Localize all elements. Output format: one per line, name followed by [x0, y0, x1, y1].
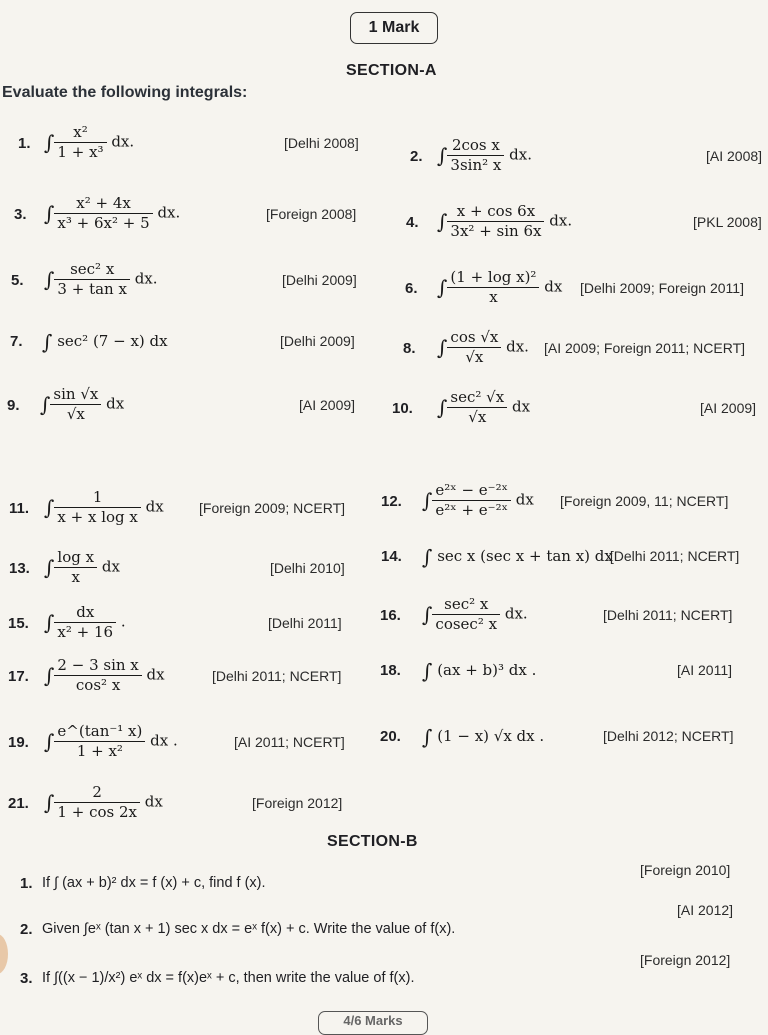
numerator: e²ˣ − e⁻²ˣ [435, 481, 508, 499]
differential: dx [141, 665, 165, 684]
numerator: x² + 4x [76, 194, 131, 212]
fraction [54, 123, 106, 162]
denominator: x + x log x [54, 507, 140, 527]
question-number: 16. [380, 607, 401, 624]
fraction [432, 595, 500, 634]
integral-expression [44, 656, 165, 695]
numerator: e^(tan⁻¹ x) [57, 722, 143, 740]
exam-source: [PKL 2008] [693, 214, 762, 230]
differential: dx. [106, 132, 135, 151]
differential: dx [140, 497, 164, 516]
numerator: log x [57, 548, 95, 566]
denominator: 3 + tan x [54, 279, 130, 299]
question-number: 10. [392, 400, 413, 417]
integral-sign: ∫ [437, 275, 448, 300]
integral-sign: ∫ [422, 602, 433, 627]
integral-sign: ∫ [40, 392, 51, 417]
integral-sign: ∫ [42, 330, 53, 354]
exam-source: [Foreign 2012] [252, 795, 343, 811]
integral-sign: ∫ [44, 610, 55, 635]
exam-source: [Foreign 2012] [640, 952, 731, 968]
exam-source: [AI 2011] [677, 662, 733, 678]
finger-shadow [0, 934, 8, 974]
exam-source: [AI 2009] [700, 400, 757, 416]
integral-sign: ∫ [44, 790, 55, 815]
question-number: 1. [20, 875, 33, 892]
question-text: Given ∫eˣ (tan x + 1) sec x dx = eˣ f(x) + c. Write the value of f(x). [42, 921, 456, 937]
integral-sign: ∫ [437, 209, 448, 234]
exam-source: [AI 2009] [299, 397, 356, 413]
denominator: cosec² x [432, 614, 500, 634]
exam-source: [Delhi 2012; NCERT] [603, 728, 734, 744]
numerator: 2 − 3 sin x [57, 656, 139, 674]
instruction-text: Evaluate the following integrals: [2, 84, 248, 101]
question-number: 4. [406, 214, 419, 231]
section-b-title: SECTION-B [327, 833, 418, 850]
numerator: cos √x [450, 328, 499, 346]
exam-source: [AI 2009; Foreign 2011; NCERT] [544, 340, 746, 356]
integral-sign: ∫ [44, 729, 55, 754]
integral-sign: ∫ [44, 663, 55, 688]
integral-expression [422, 659, 536, 683]
exam-source: [Foreign 2008] [266, 206, 357, 222]
differential: dx [539, 277, 563, 296]
differential: dx . [145, 731, 178, 750]
integral-sign: ∫ [44, 130, 55, 155]
denominator: 3sin² x [447, 155, 504, 175]
integral-expression [437, 268, 562, 307]
integrand: (ax + b)³ dx . [432, 661, 537, 679]
question-text: If ∫ (ax + b)² dx = f (x) + c, find f (x). [42, 875, 266, 891]
fraction [432, 481, 511, 520]
fraction [54, 488, 140, 527]
fraction [54, 783, 140, 822]
integral-sign: ∫ [44, 495, 55, 520]
exam-source: .[Delhi 2011; NCERT] [606, 548, 740, 564]
numerator: sec² x [70, 260, 115, 278]
integral-sign: ∫ [422, 488, 433, 513]
denominator: 1 + x³ [54, 142, 106, 162]
integral-expression [44, 722, 178, 761]
integrand: sec² (7 − x) dx [52, 332, 168, 350]
denominator: 3x² + sin 6x [447, 221, 544, 241]
question-number: 18. [380, 662, 401, 679]
integral-expression [422, 595, 528, 634]
integral-sign: ∫ [44, 267, 55, 292]
question-number: 5. [11, 272, 24, 289]
differential: dx [507, 397, 531, 416]
exam-source: [Delhi 2009] [282, 272, 357, 288]
differential: dx. [129, 269, 158, 288]
question-number: 14. [381, 548, 402, 565]
differential: . [116, 612, 126, 631]
differential: dx [139, 792, 163, 811]
question-number: 3. [14, 206, 27, 223]
differential: dx. [504, 145, 532, 164]
question-number: 8. [403, 340, 416, 357]
integral-expression [44, 123, 134, 162]
differential: dx [510, 490, 534, 509]
integral-expression [44, 488, 164, 527]
question-number: 15. [8, 615, 29, 632]
fraction [447, 136, 504, 175]
numerator: x² [73, 123, 88, 141]
question-number: 17. [8, 668, 29, 685]
denominator: x [447, 287, 539, 307]
denominator: x³ + 6x² + 5 [54, 213, 152, 233]
denominator: 1 + cos 2x [54, 802, 140, 822]
fraction [54, 548, 97, 587]
denominator: cos² x [54, 675, 141, 695]
integral-sign: ∫ [44, 201, 55, 226]
integral-sign: ∫ [44, 555, 55, 580]
integral-sign: ∫ [437, 335, 448, 360]
differential: dx. [501, 337, 529, 356]
question-number: 3. [20, 970, 33, 987]
integral-expression [44, 194, 180, 233]
fraction [54, 656, 141, 695]
exam-source: [Delhi 2011; NCERT] [603, 607, 733, 623]
integral-sign: ∫ [422, 659, 433, 683]
differential: dx [101, 394, 125, 413]
integral-sign: ∫ [422, 725, 433, 749]
exam-source: [Delhi 2009; Foreign 2011] [580, 280, 744, 296]
differential: dx. [152, 203, 181, 222]
question-number: 6. [405, 280, 418, 297]
question-number: 2. [410, 148, 423, 165]
fraction [447, 328, 501, 367]
exam-source: [Foreign 2010] [640, 862, 731, 878]
denominator: x [54, 567, 97, 587]
numerator: 2 [92, 783, 102, 801]
integral-sign: ∫ [422, 545, 433, 569]
question-number: 12. [381, 493, 402, 510]
question-text: If ∫((x − 1)/x²) eˣ dx = f(x)eˣ + c, then write the value of f(x). [42, 970, 415, 986]
numerator: sec² x [444, 595, 489, 613]
denominator: √x [447, 347, 501, 367]
question-number: 13. [9, 560, 30, 577]
exam-source: [Foreign 2009; NCERT] [199, 500, 346, 516]
question-number: 2. [20, 921, 33, 938]
denominator: x² + 16 [54, 622, 116, 642]
integral-expression [437, 328, 529, 367]
numerator: 1 [92, 488, 103, 506]
numerator: dx [76, 603, 95, 621]
denominator: 1 + x² [54, 741, 145, 761]
numerator: sec² √x [450, 388, 505, 406]
integral-expression [437, 202, 572, 241]
integral-expression [422, 725, 544, 749]
exam-source: [Delhi 2010] [270, 560, 345, 576]
fraction [54, 722, 145, 761]
exam-source: [Foreign 2009, 11; NCERT] [560, 493, 729, 509]
question-number: 11. [9, 500, 30, 517]
differential: dx. [500, 604, 528, 623]
integral-expression [42, 330, 168, 354]
exam-source: [Delhi 2011] [268, 615, 342, 631]
exam-source: [AI 2008] [706, 148, 763, 164]
differential: dx [97, 557, 120, 576]
denominator: e²ˣ + e⁻²ˣ [432, 500, 511, 520]
question-number: 20. [380, 728, 401, 745]
section-a-title: SECTION-A [346, 62, 437, 79]
integrand: (1 − x) √x dx . [432, 727, 545, 745]
mark-badge: 1 Mark [350, 12, 438, 44]
integral-expression [40, 385, 124, 424]
fraction [54, 603, 116, 642]
exam-source: [AI 2012] [677, 902, 734, 918]
fraction [50, 385, 101, 424]
integral-expression [44, 603, 126, 642]
question-number: 7. [10, 333, 23, 350]
numerator: 2cos x [451, 136, 500, 154]
fraction [447, 268, 539, 307]
question-number: 1. [18, 135, 31, 152]
integral-expression [44, 548, 120, 587]
numerator: sin √x [53, 385, 99, 403]
exam-source: [AI 2011; NCERT] [234, 734, 345, 750]
fraction [447, 202, 544, 241]
integral-expression [437, 136, 532, 175]
numerator: (1 + log x)² [450, 268, 537, 286]
fraction [54, 260, 130, 299]
fraction [54, 194, 152, 233]
integral-expression [44, 783, 163, 822]
exam-source: [Delhi 2009] [280, 333, 355, 349]
integral-sign: ∫ [437, 395, 448, 420]
differential: dx. [544, 211, 573, 230]
question-number: 21. [8, 795, 29, 812]
integral-expression [437, 388, 530, 427]
integrand: sec x (sec x + tan x) dx [432, 547, 613, 565]
exam-source: [Delhi 2008] [284, 135, 359, 151]
numerator: x + cos 6x [456, 202, 536, 220]
integral-sign: ∫ [437, 143, 448, 168]
denominator: √x [447, 407, 507, 427]
exam-source: [Delhi 2011; NCERT] [212, 668, 342, 684]
integral-expression [422, 481, 534, 520]
integral-expression [422, 545, 613, 569]
integral-expression [44, 260, 158, 299]
footer-badge: 4/6 Marks [318, 1011, 428, 1035]
question-number: 9. [7, 397, 20, 414]
question-number: 19. [8, 734, 29, 751]
denominator: √x [50, 404, 101, 424]
fraction [447, 388, 507, 427]
